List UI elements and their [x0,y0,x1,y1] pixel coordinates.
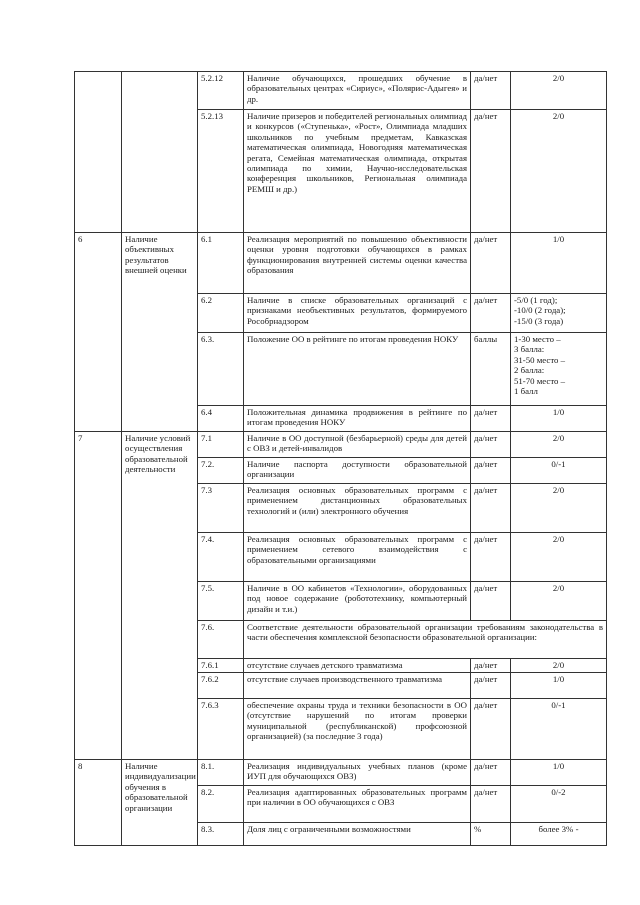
indicator-description-cell: отсутствие случаев производственного травматизма [244,673,471,699]
unit-cell: да/нет [471,699,511,760]
score-value-cell [511,760,607,786]
unit-cell: да/нет [471,582,511,621]
criteria-table [74,71,607,846]
indicator-description-cell: Наличие в ОО доступной (безбарьерной) среды для детей с ОВЗ и детей-инвалидов [244,432,471,458]
score-value-text: более 3% - [538,824,579,834]
score-value-text: 1/0 [552,234,565,244]
score-value-text: 0/-1 [551,459,566,469]
score-value-cell [511,533,607,582]
score-value-cell [511,659,607,673]
score-value-cell [511,406,607,432]
indicator-description-cell: Наличие в ОО кабинетов «Технологии», оборудованных под новое содержание (робототехнику, компьютерный дизайн и т.и.) [244,582,471,621]
score-value-text: 2/0 [552,73,565,83]
criterion-number-cell [75,72,122,233]
indicator-code-cell: 7.3 [198,484,244,533]
unit-cell: % [471,823,511,846]
indicator-description-cell: Реализация основных образовательных программ с применением сетевого взаимодействия с образовательными организациями [244,533,471,582]
indicator-description-cell: Реализация мероприятий по повышению объективности оценки уровня подготовки обучающихся в рамках функционирования внутренней системы оценки качества образования [244,233,471,294]
score-value-cell [511,294,607,333]
indicator-description-cell: отсутствие случаев детского травматизма [244,659,471,673]
score-value-cell [511,823,607,846]
indicator-description-cell: Наличие в списке образовательных организаций с признаками необъективных результатов, формируемого Рособрнадзором [244,294,471,333]
score-value-cell [511,582,607,621]
indicator-code-cell: 6.4 [198,406,244,432]
criterion-name-cell [122,72,198,233]
table-row [75,432,607,458]
criterion-number-cell: 6 [75,233,122,432]
indicator-description-cell: Положение ОО в рейтинге по итогам проведения НОКУ [244,333,471,406]
indicator-code-cell: 7.6. [198,621,244,659]
unit-cell: да/нет [471,406,511,432]
table-row [75,760,607,786]
indicator-description-cell: обеспечение охраны труда и техники безопасности в ОО (отсутствие нарушений по итогам проверки муниципальной (республиканской) профсоюзной организацией) (за последние 3 года) [244,699,471,760]
indicator-description-cell: Наличие паспорта доступности образовательной организации [244,458,471,484]
indicator-code-cell: 5.2.13 [198,110,244,233]
score-value-text: 2/0 [552,534,565,544]
indicator-code-cell: 7.4. [198,533,244,582]
unit-cell: баллы [471,333,511,406]
unit-cell: да/нет [471,659,511,673]
score-value-text: 0/-1 [551,700,566,710]
indicator-description-cell: Реализация индивидуальных учебных планов (кроме ИУП для обучающихся ОВЗ) [244,760,471,786]
unit-cell: да/нет [471,673,511,699]
unit-cell: да/нет [471,294,511,333]
score-value-cell [511,673,607,699]
score-value-cell [511,333,607,406]
score-value-cell [511,110,607,233]
indicator-code-cell: 5.2.12 [198,72,244,110]
score-value-text: 2/0 [552,660,565,670]
indicator-code-cell: 7.6.3 [198,699,244,760]
indicator-code-cell: 6.2 [198,294,244,333]
unit-cell: да/нет [471,484,511,533]
score-value-text: 1/0 [552,761,565,771]
score-value-text: 2/0 [552,485,565,495]
score-value-text: 1/0 [552,674,565,684]
indicator-code-cell: 7.6.2 [198,673,244,699]
criterion-number-cell: 7 [75,432,122,760]
criterion-name-cell: Наличие условий осуществления образовательной деятельности [122,432,198,760]
criterion-number-cell: 8 [75,760,122,846]
indicator-description-cell: Реализация основных образовательных программ с применением дистанционных образовательных технологий и (или) электронного обучения [244,484,471,533]
score-value-text: 2/0 [552,111,565,121]
score-value-text: 0/-2 [551,787,566,797]
unit-cell: да/нет [471,786,511,823]
score-value-cell [511,233,607,294]
score-value-text: 2/0 [552,583,565,593]
unit-cell: да/нет [471,72,511,110]
indicator-code-cell: 8.3. [198,823,244,846]
indicator-code-cell: 7.1 [198,432,244,458]
unit-cell: да/нет [471,760,511,786]
unit-cell: да/нет [471,432,511,458]
indicator-code-cell: 7.6.1 [198,659,244,673]
score-value-text: 1-30 место – 3 балла: 31-50 место – 2 балла: 51-70 место – 1 балл [514,334,566,396]
score-value-cell [511,458,607,484]
unit-cell: да/нет [471,110,511,233]
indicator-description-cell: Наличие призеров и победителей региональных олимпиад и конкурсов («Ступенька», «Рост», Олимпиада младших школьников по учебным предметам, Кавказская математическая олимпиада, Новогодняя математическая регата, Семейная математическая олимпиада, открытая олимпиада по химии, Научно-исследовательская конференция школьников, Региональная олимпиада РЕМШ и др.) [244,110,471,233]
indicator-code-cell: 6.3. [198,333,244,406]
criterion-name-cell: Наличие индивидуализации обучения в образовательной организации [122,760,198,846]
indicator-description-cell: Соответствие деятельности образовательной организации требованиям законодательства в части обеспечения комплексной безопасности образовательной организации: [244,621,607,659]
table-row [75,72,607,110]
score-value-cell [511,484,607,533]
indicator-description-cell: Реализация адаптированных образовательных программ при наличии в ОО обучающихся с ОВЗ [244,786,471,823]
unit-cell: да/нет [471,233,511,294]
indicator-code-cell: 8.2. [198,786,244,823]
score-value-text: 2/0 [552,433,565,443]
indicator-description-cell: Наличие обучающихся, прошедших обучение в образовательных центрах «Сириус», «Полярис-Адыгея» и др. [244,72,471,110]
indicator-description-cell: Положительная динамика продвижения в рейтинге по итогам проведения НОКУ [244,406,471,432]
indicator-code-cell: 6.1 [198,233,244,294]
indicator-code-cell: 8.1. [198,760,244,786]
indicator-code-cell: 7.2. [198,458,244,484]
score-value-cell [511,432,607,458]
indicator-code-cell: 7.5. [198,582,244,621]
table-row [75,233,607,294]
score-value-cell [511,786,607,823]
score-value-cell [511,699,607,760]
score-value-cell [511,72,607,110]
score-value-text: 1/0 [552,407,565,417]
criterion-name-cell: Наличие объективных результатов внешней оценки [122,233,198,432]
score-value-text: -5/0 (1 год); -10/0 (2 года); -15/0 (3 года) [514,295,566,326]
unit-cell: да/нет [471,533,511,582]
unit-cell: да/нет [471,458,511,484]
indicator-description-cell: Доля лиц с ограниченными возможностями [244,823,471,846]
